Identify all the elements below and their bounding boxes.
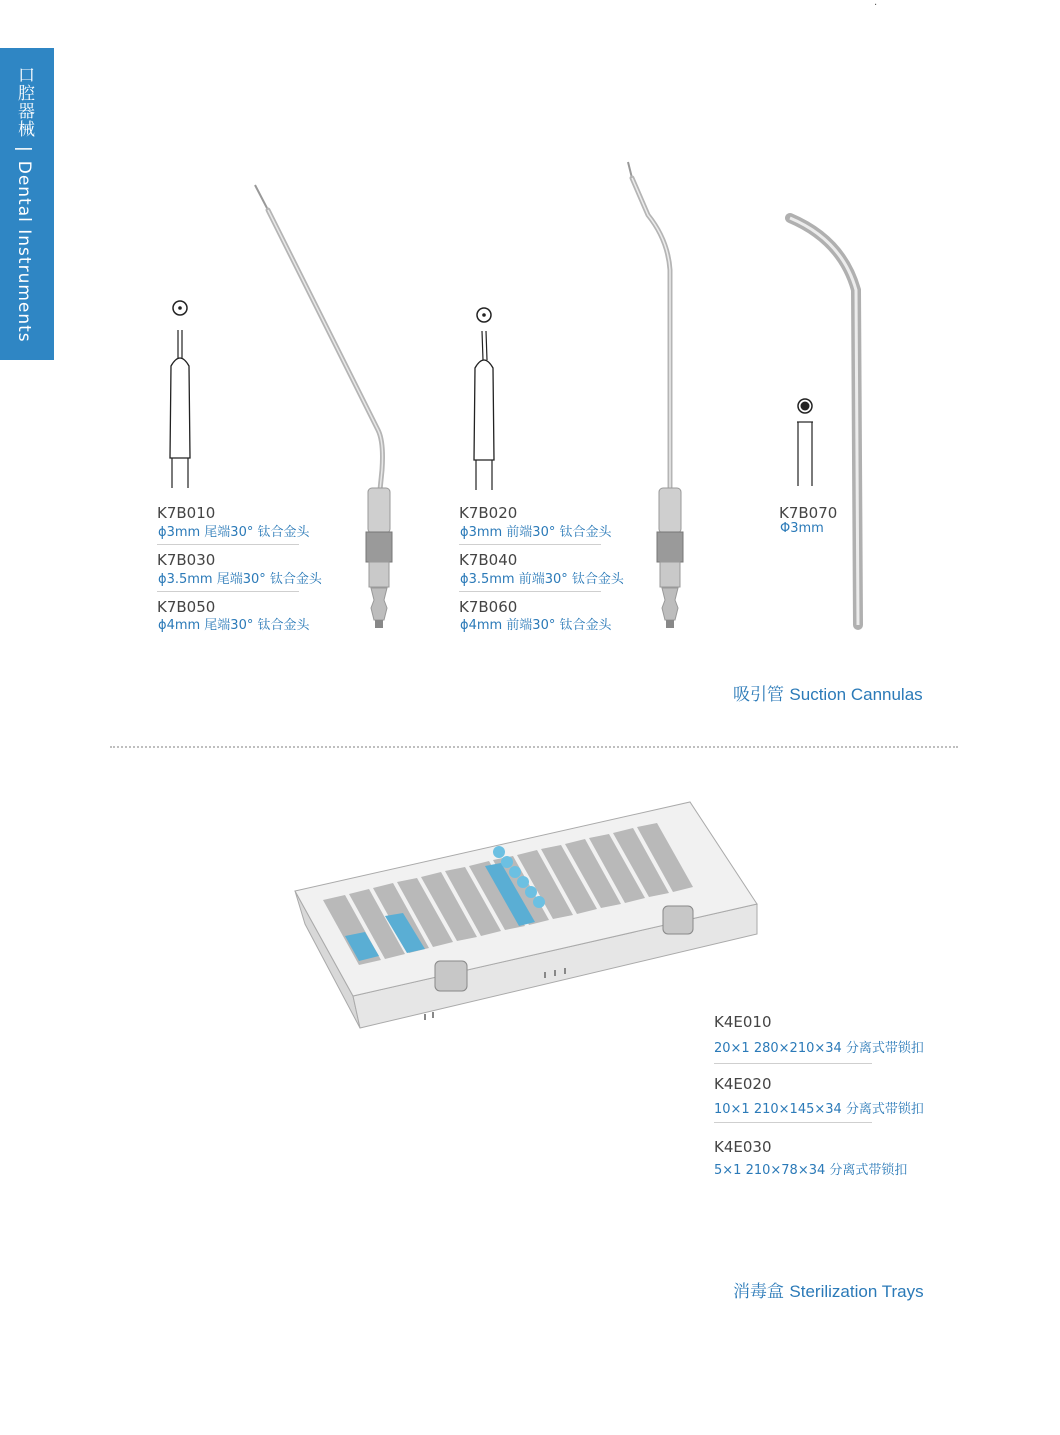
product-spec: ϕ3mm 尾端30° 钛合金头 — [158, 525, 310, 540]
product-spec: ϕ4mm 尾端30° 钛合金头 — [158, 618, 310, 633]
product-code: K7B010 — [157, 504, 216, 522]
divider — [157, 544, 299, 545]
side-tab-text — [12, 66, 37, 343]
product-code: K7B050 — [157, 598, 216, 616]
product-code: K4E020 — [714, 1075, 772, 1093]
section-divider — [110, 746, 958, 748]
product-spec: ϕ3.5mm 前端30° 钛合金头 — [460, 572, 624, 587]
divider — [714, 1122, 872, 1123]
tip-diagram-icon-2 — [466, 305, 506, 495]
section-title-en: Suction Cannulas — [789, 685, 923, 704]
cannula-image-2 — [620, 160, 720, 640]
section-title-suction — [733, 680, 923, 705]
top-mark: · — [874, 0, 878, 11]
product-spec: ϕ3mm 前端30° 钛合金头 — [460, 525, 612, 540]
product-spec: 5×1 210×78×34 分离式带锁扣 — [714, 1163, 908, 1178]
product-code: K7B070 — [779, 504, 838, 522]
section-title-cn: 消毒盒 — [733, 1282, 784, 1302]
divider — [459, 544, 601, 545]
product-spec: ϕ3.5mm 尾端30° 钛合金头 — [158, 572, 322, 587]
cannula-image-3 — [782, 210, 892, 640]
product-spec: ϕ4mm 前端30° 钛合金头 — [460, 618, 612, 633]
section-title-cn: 吸引管 — [733, 685, 784, 705]
section-title-en: Sterilization Trays — [789, 1282, 924, 1301]
product-code: K4E030 — [714, 1138, 772, 1156]
product-code: K4E010 — [714, 1013, 772, 1031]
divider — [459, 591, 601, 592]
divider — [157, 591, 299, 592]
side-tab-separator: | — [14, 146, 34, 153]
side-tab-en: Dental Instruments — [14, 160, 34, 343]
divider — [714, 1063, 872, 1064]
sterilization-tray-image — [285, 796, 765, 1036]
side-tab — [0, 48, 54, 360]
product-spec: Φ3mm — [780, 521, 824, 536]
product-code: K7B030 — [157, 551, 216, 569]
product-spec: 20×1 280×210×34 分离式带锁扣 — [714, 1041, 924, 1056]
tip-diagram-icon-1 — [162, 298, 202, 488]
side-tab-cn: 口腔器械 — [14, 66, 34, 138]
product-spec: 10×1 210×145×34 分离式带锁扣 — [714, 1102, 924, 1117]
product-code: K7B020 — [459, 504, 518, 522]
product-code: K7B060 — [459, 598, 518, 616]
section-title-trays — [733, 1277, 924, 1302]
product-code: K7B040 — [459, 551, 518, 569]
